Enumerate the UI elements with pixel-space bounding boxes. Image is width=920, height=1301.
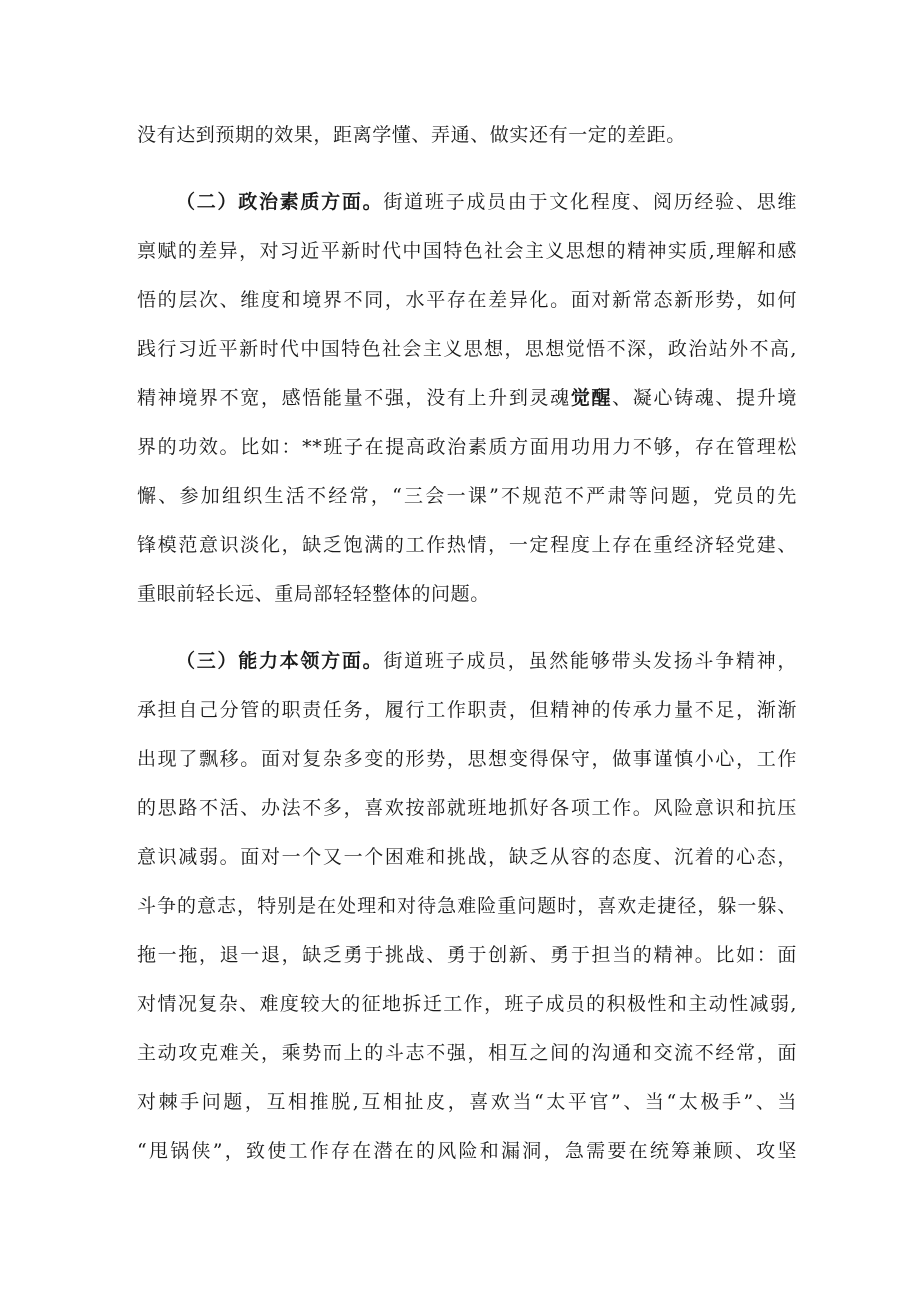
paragraph-line: “甩锅侠”，致使工作存在潜在的风险和漏洞，急需要在统筹兼顾、攻坚	[137, 1140, 797, 1162]
section2-heading: （二）政治素质方面。	[176, 191, 384, 213]
paragraph-line: 斗争的意志，特别是在处理和对待急难险重问题时，喜欢走捷径，躲一躲、	[137, 895, 797, 917]
paragraph-line: 界的功效。比如：**班子在提高政治素质方面用功用力不够，存在管理松	[137, 436, 797, 458]
paragraph-line: 悟的层次、维度和境界不同，水平存在差异化。面对新常态新形势，如何	[137, 289, 797, 311]
section2-line5-post: 、凝心铸魂、提升境	[612, 387, 798, 409]
paragraph-line: 主动攻克难关，乘势而上的斗志不强，相互之间的沟通和交流不经常，面	[137, 1042, 797, 1064]
section2-line5-bold: 觉醒	[570, 387, 613, 409]
section3-line1-text: 街道班子成员，虽然能够带头发扬斗争精神，	[383, 650, 797, 672]
paragraph-line: 拖一拖，退一退，缺乏勇于挑战、勇于创新、勇于担当的精神。比如：面	[137, 944, 797, 966]
section2-line5-pre: 精神境界不宽，感悟能量不强，没有上升到灵魂	[137, 387, 571, 409]
section3-first-line	[176, 648, 797, 674]
paragraph-line: 懈、参加组织生活不经常，“三会一课”不规范不严肃等问题，党员的先	[137, 485, 797, 507]
paragraph-line: 对情况复杂、难度较大的征地拆迁工作，班子成员的积极性和主动性减弱,	[137, 993, 797, 1015]
paragraph-line: 禀赋的差异，对习近平新时代中国特色社会主义思想的精神实质,理解和感	[137, 240, 797, 262]
paragraph-line: 的思路不活、办法不多，喜欢按部就班地抓好各项工作。风险意识和抗压	[137, 797, 797, 819]
paragraph-line: 锋模范意识淡化，缺乏饱满的工作热情，一定程度上存在重经济轻党建、	[137, 534, 797, 556]
paragraph-line: 意识减弱。面对一个又一个困难和挑战，缺乏从容的态度、沉着的心态，	[137, 846, 797, 868]
paragraph-line	[137, 385, 797, 411]
paragraph-line: 出现了飘移。面对复杂多变的形势，思想变得保守，做事谨慎小心，工作	[137, 748, 797, 770]
section3-heading: （三）能力本领方面。	[176, 650, 384, 672]
paragraph-line: 对棘手问题，互相推脱,互相扯皮，喜欢当“太平官”、当“太极手”、当	[137, 1091, 797, 1113]
section2-line1-text: 街道班子成员由于文化程度、阅历经验、思维	[383, 191, 797, 213]
paragraph-line: 践行习近平新时代中国特色社会主义思想，思想觉悟不深，政治站外不高,	[137, 338, 797, 360]
paragraph-line: 承担自己分管的职责任务，履行工作职责，但精神的传承力量不足，渐渐	[137, 699, 797, 721]
paragraph-line: 没有达到预期的效果，距离学懂、弄通、做实还有一定的差距。	[137, 124, 686, 146]
paragraph-line: 重眼前轻长远、重局部轻轻整体的问题。	[137, 583, 490, 605]
section2-first-line	[176, 189, 797, 215]
